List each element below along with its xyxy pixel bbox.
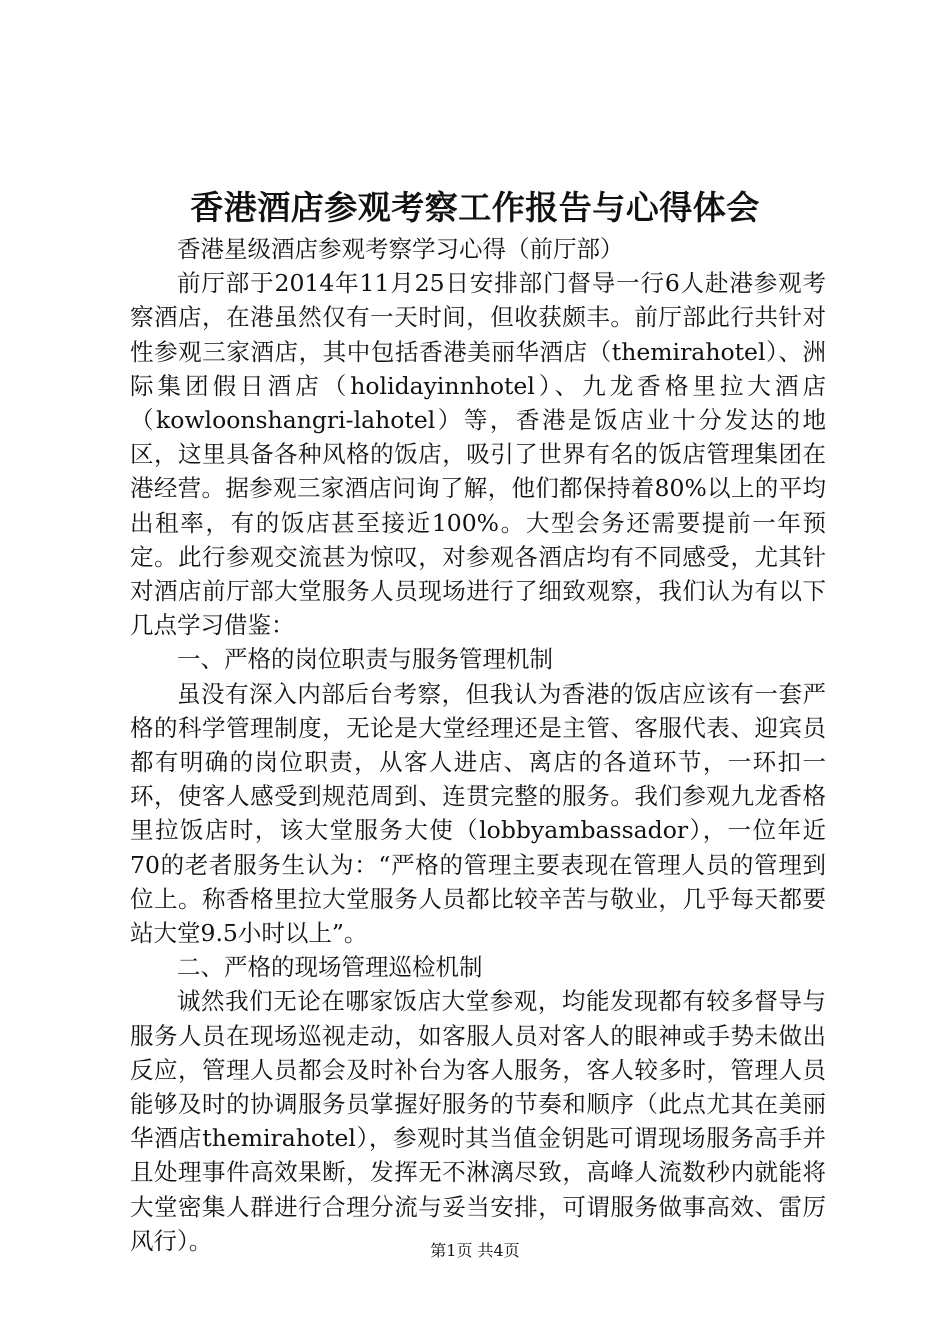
section-paragraph-2: 诚然我们无论在哪家饭店大堂参观，均能发现都有较多督导与服务人员在现场巡视走动，如客服人员对客人的眼神或手势未做出反应，管理人员都会及时补台为客人服务，客人较多时，管理人员能够及时的协调服务员掌握好服务的节奏和顺序（此点尤其在美丽华酒店themirahotel），参观时其当值金钥匙可谓现场服务高手并且处理事件高效果断，发挥无不淋漓尽致，高峰人流数秒内就能将大堂密集人群进行合理分流与妥当安排，可谓服务做事高效、雷厉风行）。 (130, 987, 826, 1255)
section-heading-1: 一、严格的岗位职责与服务管理机制 (177, 645, 553, 674)
section-heading-2: 二、严格的现场管理巡检机制 (177, 953, 483, 982)
document-body (130, 232, 826, 1258)
document-title: 香港酒店参观考察工作报告与心得体会 (190, 188, 760, 227)
subtitle-paragraph: 香港星级酒店参观考察学习心得（前厅部） (177, 235, 624, 263)
intro-paragraph: 前厅部于2014年11月25日安排部门督导一行6人赴港参观考察酒店，在港虽然仅有一天时间，但收获颇丰。前厅部此行共针对性参观三家酒店，其中包括香港美丽华酒店（themirahotel）、洲际集团假日酒店（holidayinnhotel）、九龙香格里拉大酒店（kowloonshangri-lahotel）等，香港是饭店业十分发达的地区，这里具备各种风格的饭店，吸引了世界有名的饭店管理集团在港经营。据参观三家酒店问询了解，他们都保持着80%以上的平均出租率，有的饭店甚至接近100%。大型会务还需要提前一年预定。此行参观交流甚为惊叹，对参观各酒店均有不同感受，尤其针对酒店前厅部大堂服务人员现场进行了细致观察，我们认为有以下几点学习借鉴： (130, 269, 826, 640)
section-paragraph-1: 虽没有深入内部后台考察，但我认为香港的饭店应该有一套严格的科学管理制度，无论是大堂经理还是主管、客服代表、迎宾员都有明确的岗位职责，从客人进店、离店的各道环节，一环扣一环，使客人感受到规范周到、连贯完整的服务。我们参观九龙香格里拉饭店时，该大堂服务大使（lobbyambassador），一位年近70的老者服务生认为：“严格的管理主要表现在管理人员的管理到位上。称香格里拉大堂服务人员都比较辛苦与敬业，几乎每天都要站大堂9.5小时以上”。 (130, 679, 826, 948)
page-footer: 第1页 共4页 (430, 1241, 520, 1260)
